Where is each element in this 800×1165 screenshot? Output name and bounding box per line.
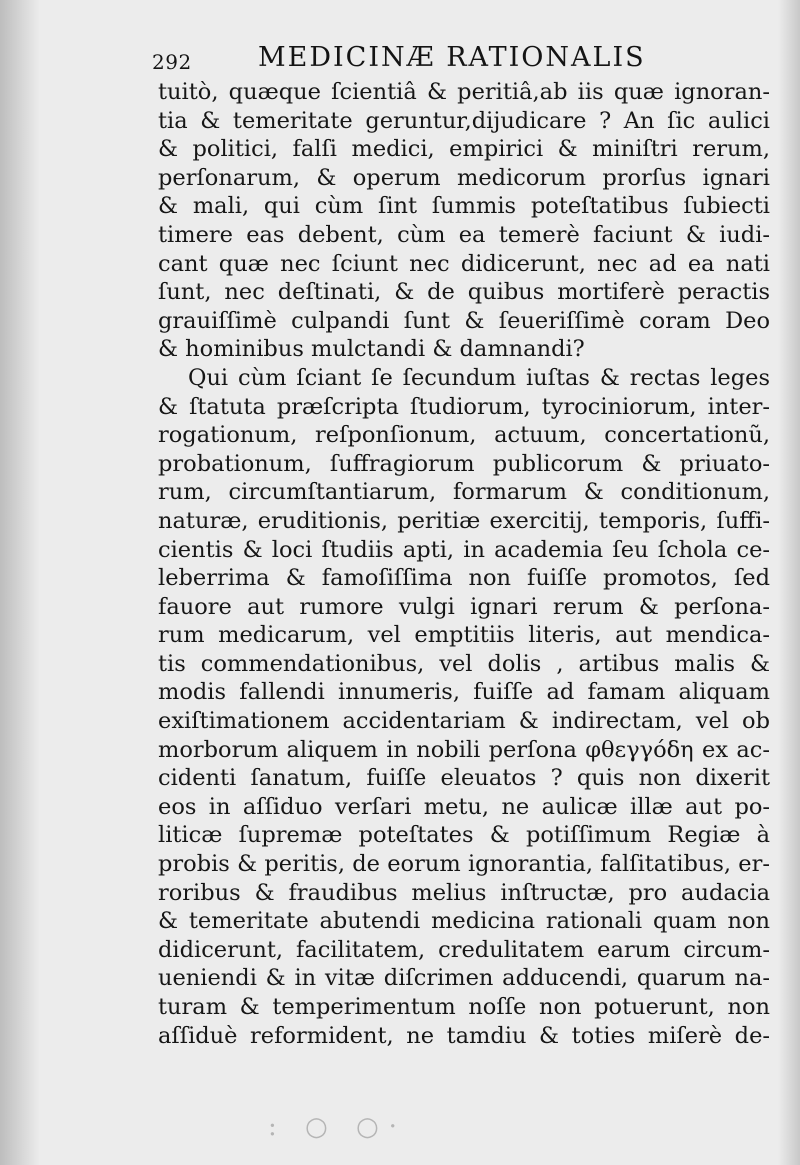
text-line: cientis & loci ſtudiis apti, in academia ſeu ſchola ce- bbox=[158, 536, 770, 563]
text-line: & hominibus mulctandi & damnandi? bbox=[158, 336, 585, 363]
text-line: timere eas debent, cùm ea temerè faciunt & iudi- bbox=[158, 221, 770, 248]
text-line: grauiſſimè culpandi ſunt & ſeueriſſimè coram Deo bbox=[158, 307, 770, 334]
text-line: roribus & fraudibus melius inſtructæ, pro audacia bbox=[158, 879, 770, 906]
text-line: & politici, falſi medici, empirici & miniſtri rerum, bbox=[158, 136, 770, 163]
running-head bbox=[152, 42, 662, 76]
paragraph-start-line: Qui cùm ſciant ſe ſecundum iuſtas & rectas leges bbox=[188, 364, 770, 391]
show-through-marks: : ○ ○· bbox=[268, 1112, 407, 1142]
text-line: cant quæ nec ſciunt nec didicerunt, nec ad ea nati bbox=[158, 250, 770, 277]
text-line: probationum, ſuffragiorum publicorum & priuato- bbox=[158, 450, 770, 477]
text-line: probis & peritis, de eorum ignorantia, falſitatibus, er- bbox=[158, 851, 770, 878]
text-line: ſunt, nec deſtinati, & de quibus mortiferè peractis bbox=[158, 279, 770, 306]
text-line: naturæ, eruditionis, peritiæ exercitij, temporis, ſuffi- bbox=[158, 507, 770, 534]
text-line: turam & temperimentum noſſe non potuerunt, non bbox=[158, 994, 770, 1020]
text-line: tis commendationibus, vel dolis , artibus malis & bbox=[158, 650, 770, 677]
text-line: exiſtimationem accidentariam & indirectam, vel ob bbox=[158, 708, 770, 735]
text-line: tia & temeritate geruntur,dijudicare ? An ſic aulici bbox=[158, 107, 770, 134]
running-title: MEDICINÆ RATIONALIS bbox=[258, 42, 646, 73]
text-line: tuitò, quæque ſcientiâ & peritiâ,ab iis quæ ignoran- bbox=[158, 79, 770, 105]
text-line: fauore aut rumore vulgi ignari rerum & perſona- bbox=[158, 593, 770, 620]
text-line: morborum aliquem in nobili perſona φθεγγόδη ex ac- bbox=[158, 736, 770, 763]
text-line: & ſtatuta præſcripta ſtudiorum, tyrociniorum, inter- bbox=[158, 393, 770, 420]
text-line: & mali, qui cùm ſint ſummis poteſtatibus ſubiecti bbox=[158, 193, 770, 220]
text-line: liticæ ſupremæ poteſtates & potiſſimum Regiæ à bbox=[158, 822, 770, 849]
text-line: aſſiduè reformident, ne tamdiu & toties miſerè de- bbox=[158, 1022, 770, 1049]
text-line: rum, circumſtantiarum, formarum & conditionum, bbox=[158, 479, 770, 506]
gutter-shadow bbox=[0, 0, 40, 1165]
text-line: cidenti ſanatum, fuiſſe eleuatos ? quis non dixerit bbox=[158, 765, 770, 792]
text-line: leberrima & famoſiſſima non fuiſſe promotos, ſed bbox=[158, 565, 770, 592]
body-text bbox=[158, 78, 770, 1050]
page-number: 292 bbox=[152, 50, 192, 74]
text-line: eos in aſſiduo verſari metu, ne aulicæ illæ aut po- bbox=[158, 793, 770, 820]
text-line: modis fallendi innumeris, fuiſſe ad famam aliquam bbox=[158, 679, 770, 706]
text-line: rogationum, reſponſionum, actuum, concertationũ, bbox=[158, 422, 770, 449]
page-edge-shadow bbox=[778, 0, 800, 1165]
text-line: ueniendi & in vitæ diſcrimen adducendi, quarum na- bbox=[158, 965, 770, 992]
text-line: perſonarum, & operum medicorum prorſus ignari bbox=[158, 164, 770, 191]
text-line: didicerunt, facilitatem, credulitatem earum circum- bbox=[158, 936, 770, 963]
text-line: & temeritate abutendi medicina rationali quam non bbox=[158, 908, 770, 935]
text-line: rum medicarum, vel emptitiis literis, aut mendica- bbox=[158, 622, 770, 649]
